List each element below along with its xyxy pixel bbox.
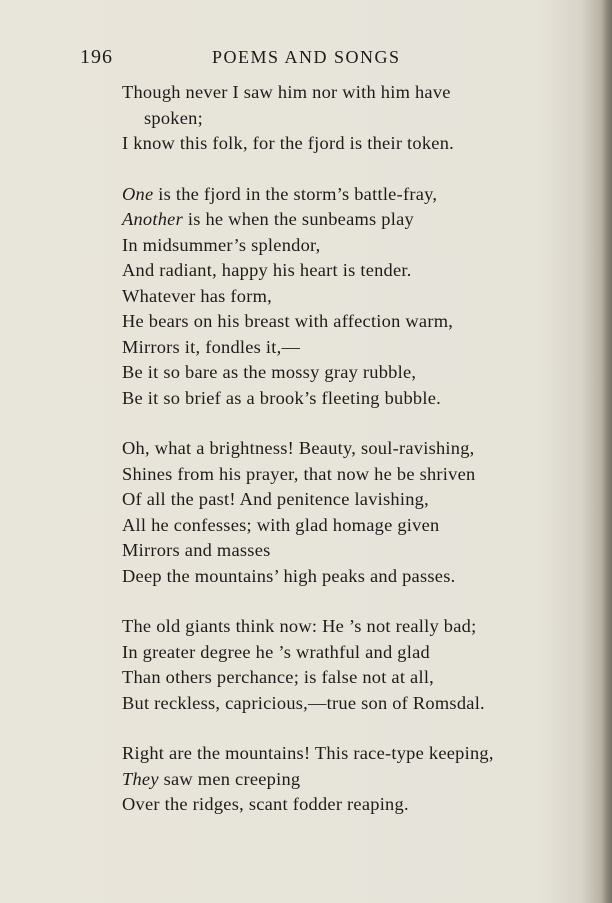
poem-line: Oh, what a brightness! Beauty, soul-ravishing, [122, 438, 475, 458]
running-head: POEMS AND SONGS [212, 47, 401, 67]
poem-line: Of all the past! And penitence lavishing, [122, 489, 429, 509]
poem-line [122, 767, 552, 793]
line-text: is the fjord in the storm’s battle-fray, [153, 183, 438, 204]
poem-line [122, 207, 552, 233]
poem-line: Be it so bare as the mossy gray rubble, [122, 362, 417, 382]
poem-line: Right are the mountains! This race-type keeping, [122, 743, 494, 763]
poem-line: Deep the mountains’ high peaks and passes. [122, 565, 456, 586]
stanza-1 [122, 80, 552, 157]
poem-line: Over the ridges, scant fodder reaping. [122, 794, 409, 814]
poem-line: The old giants think now: He ’s not really bad; [122, 616, 477, 636]
poem-line: All he confesses; with glad homage given [122, 514, 440, 535]
poem-line: In midsummer’s splendor, [122, 234, 321, 255]
poem-line: Be it so brief as a brook’s fleeting bubble. [122, 387, 441, 408]
poem-line: But reckless, capricious,—true son of Romsdal. [122, 692, 485, 713]
page-number: 196 [80, 46, 113, 68]
italic-word: Another [122, 209, 183, 229]
poem-line: And radiant, happy his heart is tender. [122, 260, 412, 280]
page-header [0, 46, 600, 70]
poem-line: Mirrors it, fondles it,— [122, 336, 301, 357]
line-text: is he when the sunbeams play [183, 209, 414, 229]
poem-line: Though never I saw him nor with him have [122, 82, 451, 102]
italic-word: One [122, 183, 154, 204]
italic-word: They [122, 768, 159, 789]
stanza-2 [122, 182, 552, 412]
poem-line: I know this folk, for the fjord is their token. [122, 133, 454, 153]
poem-line: spoken; [144, 107, 203, 128]
poem-line [122, 182, 552, 208]
poem-line: In greater degree he ’s wrathful and glad [122, 641, 430, 662]
stanza-5 [122, 741, 552, 818]
poem-line: He bears on his breast with affection warm, [122, 311, 454, 331]
poem-line: Than others perchance; is false not at all, [122, 667, 435, 687]
poem-body [122, 80, 552, 843]
poem-line: Mirrors and masses [122, 540, 271, 560]
page-edge-shadow [602, 0, 612, 903]
stanza-4 [122, 614, 552, 716]
poem-line: Shines from his prayer, that now he be shriven [122, 463, 476, 484]
line-text: saw men creeping [158, 768, 301, 789]
stanza-3 [122, 436, 552, 589]
poem-line: Whatever has form, [122, 285, 273, 306]
